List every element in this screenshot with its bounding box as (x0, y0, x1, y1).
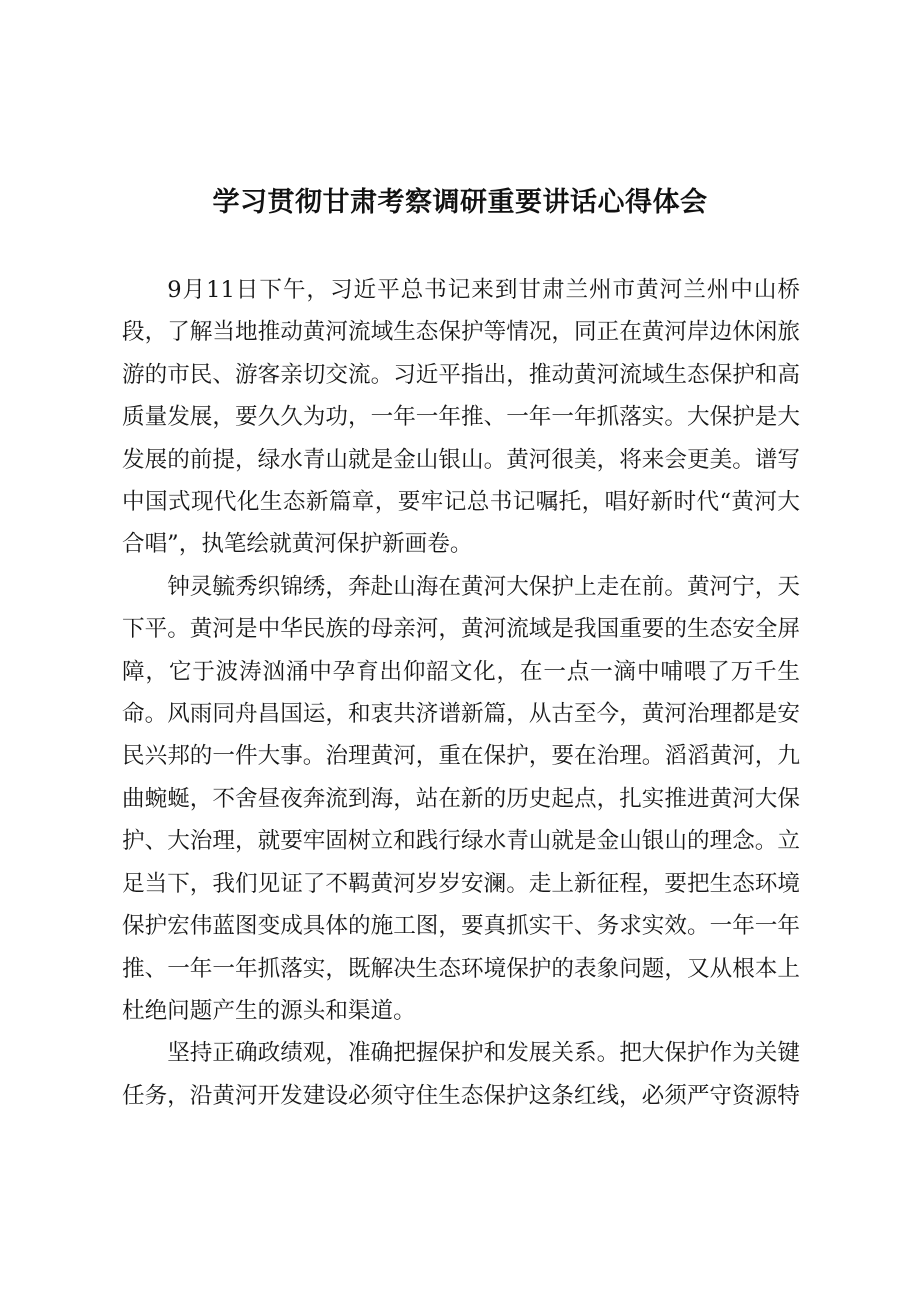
document-title: 学习贯彻甘肃考察调研重要讲话心得体会 (212, 187, 708, 218)
document-body (122, 269, 800, 1117)
paragraph-3: 坚持正确政绩观，准确把握保护和发展关系。把大保护作为关键任务，沿黄河开发建设必须守住生态保护这条红线，必须严守资源特 (122, 1040, 800, 1109)
paragraph-1: 9月11日下午，习近平总书记来到甘肃兰州市黄河兰州中山桥段，了解当地推动黄河流域生态保护等情况，同正在黄河岸边休闲旅游的市民、游客亲切交流。习近平指出，推动黄河流域生态保护和高质量发展，要久久为功，一年一年推、一年一年抓落实。大保护是大发展的前提，绿水青山就是金山银山。黄河很美，将来会更美。谱写中国式现代化生态新篇章，要牢记总书记嘱托，唱好新时代“黄河大合唱”，执笔绘就黄河保护新画卷。 (122, 277, 800, 558)
paragraph-2: 钟灵毓秀织锦绣，奔赴山海在黄河大保护上走在前。黄河宁，天下平。黄河是中华民族的母亲河，黄河流域是我国重要的生态安全屏障，它于波涛汹涌中孕育出仰韶文化，在一点一滴中哺喂了万千生命。风雨同舟昌国运，和衷共济谱新篇，从古至今，黄河治理都是安民兴邦的一件大事。治理黄河，重在保护，要在治理。滔滔黄河，九曲蜿蜒，不舍昼夜奔流到海，站在新的历史起点，扎实推进黄河大保护、大治理，就要牢固树立和践行绿水青山就是金山银山的理念。立足当下，我们见证了不羁黄河岁岁安澜。走上新征程，要把生态环境保护宏伟蓝图变成具体的施工图，要真抓实干、务求实效。一年一年推、一年一年抓落实，既解决生态环境保护的表象问题，又从根本上杜绝问题产生的源头和渠道。 (122, 573, 800, 1024)
